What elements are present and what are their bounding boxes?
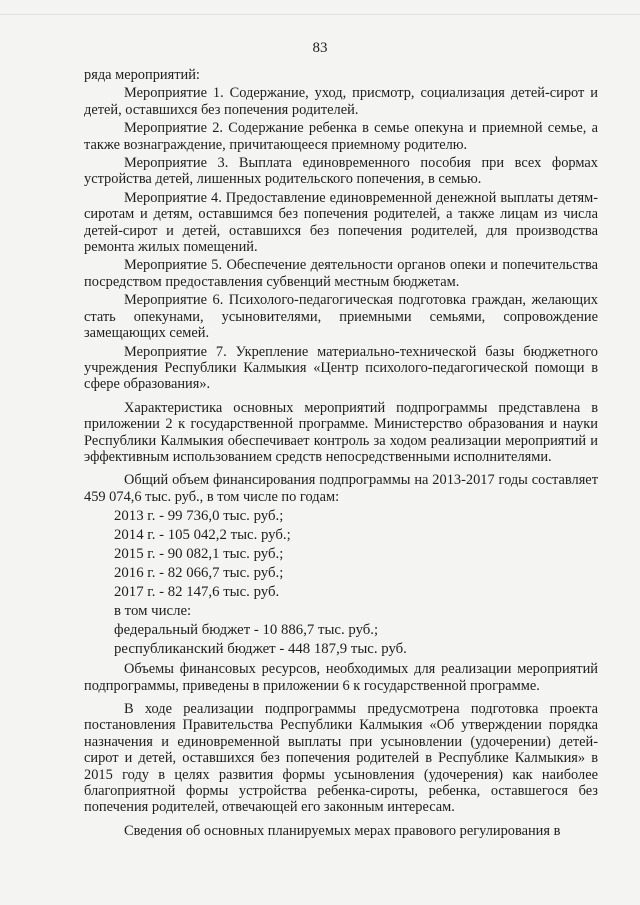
financing-paragraph: Общий объем финансирования подпрограммы на 2013-2017 годы составляет 459 074,6 тыс. руб., в том числе по годам: bbox=[84, 472, 598, 505]
measure-6: Мероприятие 6. Психолого-педагогическая подготовка граждан, желающих стать опекунами, усыновителями, приемными семьями, сопровождение замещающих семей. bbox=[84, 292, 598, 342]
financing-year-2015: 2015 г. - 90 082,1 тыс. руб.; bbox=[114, 546, 284, 563]
financing-year-2016: 2016 г. - 82 066,7 тыс. руб.; bbox=[114, 565, 284, 582]
measure-1: Мероприятие 1. Содержание, уход, присмотр, социализация детей-сирот и детей, оставшихся без попечения родителей. bbox=[84, 85, 598, 118]
financing-year-2014: 2014 г. - 105 042,2 тыс. руб.; bbox=[114, 527, 291, 544]
measure-4: Мероприятие 4. Предоставление единовременной денежной выплаты детям-сиротам и детям, оставшимся без попечения родителей, а также лицам из числа детей-сирот и детей, оставшихся без попечения родителей, для производства ремонта жилых помещений. bbox=[84, 189, 598, 256]
resources-paragraph: Объемы финансовых ресурсов, необходимых для реализации мероприятий подпрограммы, приведены в приложении 6 к государственной программе. bbox=[84, 661, 598, 694]
financing-year-2017: 2017 г. - 82 147,6 тыс. руб. bbox=[114, 584, 280, 601]
measure-3: Мероприятие 3. Выплата единовременного пособия при всех формах устройства детей, лишенных родительского попечения, в семью. bbox=[84, 155, 598, 188]
financing-source-republican: республиканский бюджет - 448 187,9 тыс. руб. bbox=[114, 641, 407, 658]
measure-2: Мероприятие 2. Содержание ребенка в семье опекуна и приемной семье, а также вознаграждение, причитающееся приемному родителю. bbox=[84, 120, 598, 153]
measure-7: Мероприятие 7. Укрепление материально-технической базы бюджетного учреждения Республики Калмыкия «Центр психолого-педагогической помощи в сфере образования». bbox=[84, 343, 598, 393]
page-number: 83 bbox=[312, 40, 328, 56]
document-body bbox=[84, 67, 598, 841]
regulation-paragraph: В ходе реализации подпрограммы предусмотрена подготовка проекта постановления Правительства Республики Калмыкия «Об утверждении порядка назначения и единовременной выплаты при усыновлении (удочерении) детей-сирот и детей, оставшихся без попечения родителей в Республике Калмыкия» в 2015 году в целях развития формы усыновления (удочерения) как наиболее благоприятной формы устройства ребенка-сироты, ребенка, оставшегося без попечения родителей, отвечающей его законным интересам. bbox=[84, 700, 598, 816]
measure-5: Мероприятие 5. Обеспечение деятельности органов опеки и попечительства посредством предоставления субвенций местным бюджетам. bbox=[84, 257, 598, 290]
financing-years-list bbox=[114, 507, 598, 659]
closing-fragment: Сведения об основных планируемых мерах правового регулирования в bbox=[124, 822, 561, 839]
intro-fragment: ряда мероприятий: bbox=[84, 67, 200, 83]
characteristics-paragraph: Характеристика основных мероприятий подпрограммы представлена в приложении 2 к государственной программе. Министерство образования и науки Республики Калмыкия обеспечивает контроль за ходом реализации мероприятий и эффективным использованием средств непосредственными исполнителями. bbox=[84, 399, 598, 465]
financing-source-federal: федеральный бюджет - 10 886,7 тыс. руб.; bbox=[114, 622, 379, 639]
page-top-edge bbox=[0, 0, 640, 15]
financing-sources-heading: в том числе: bbox=[114, 603, 192, 620]
financing-year-2013: 2013 г. - 99 736,0 тыс. руб.; bbox=[114, 508, 284, 525]
